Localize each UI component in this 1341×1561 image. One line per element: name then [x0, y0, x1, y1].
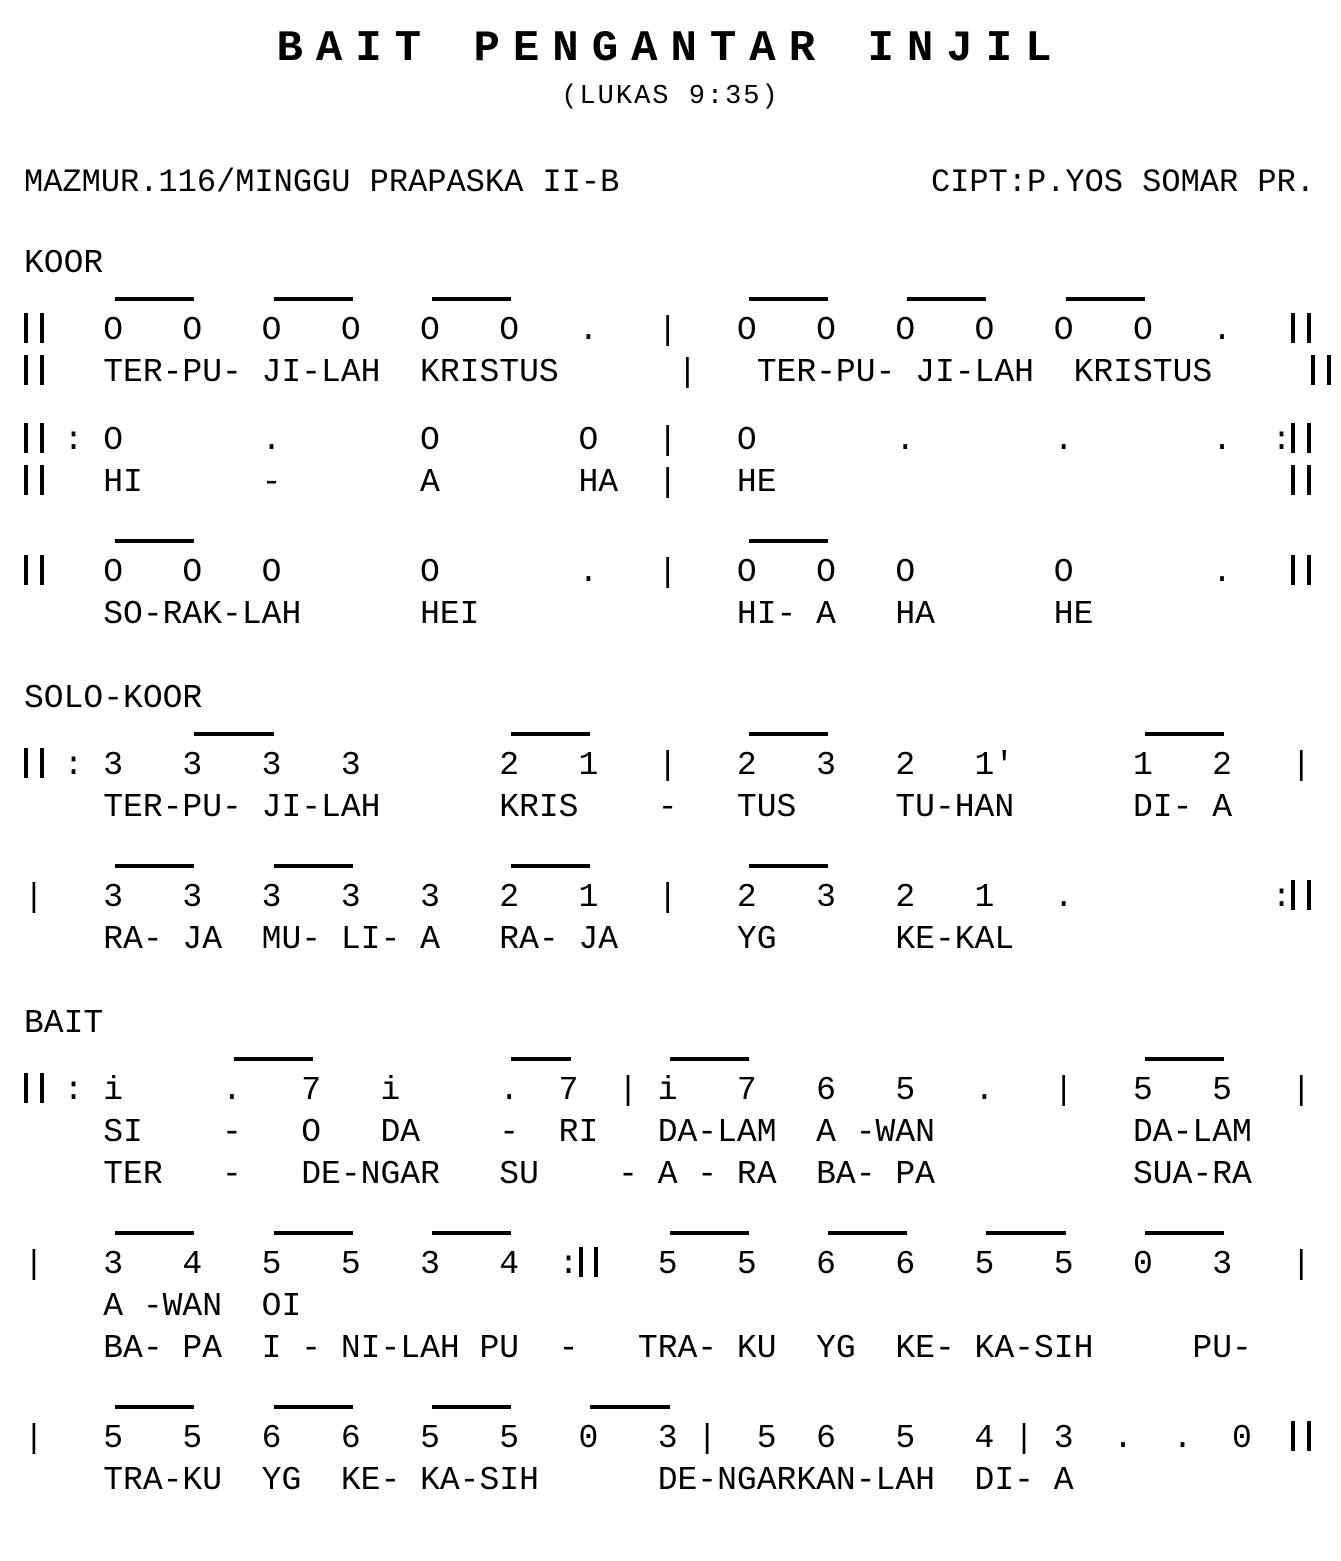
lyrics-row: TER-PU- JI-LAH KRISTUS | TER-PU- JI-LAH KRISTUS [24, 352, 1341, 394]
beam-overline [511, 1057, 570, 1061]
music-system [24, 723, 1341, 829]
beam-overline [274, 1231, 353, 1235]
double-barline [24, 313, 44, 343]
music-system [24, 1048, 1341, 1196]
music [24, 245, 1341, 1502]
beam-overline [115, 539, 194, 543]
beam-overline [1145, 732, 1224, 736]
beam-overline [749, 297, 828, 301]
double-barline [1291, 423, 1311, 453]
lyrics-row: SI - O DA - RI DA-LAM A -WAN DA-LAM [24, 1114, 1252, 1151]
double-barline [24, 355, 44, 385]
lyrics-row: SO-RAK-LAH HEI HI- A HA HE [24, 596, 1094, 633]
lyrics-row: TER - DE-NGAR SU - A - RA BA- PA SUA-RA [24, 1156, 1252, 1193]
beam-overline [1145, 1231, 1224, 1235]
music-system [24, 420, 1341, 504]
beam-overline [749, 732, 828, 736]
lyrics-row: TRA-KU YG KE- KA-SIH DE-NGARKAN-LAH DI- A [24, 1462, 1074, 1499]
beam-overline [234, 1057, 313, 1061]
beam-overline [194, 732, 273, 736]
beam-overline [432, 1231, 511, 1235]
double-barline [579, 1247, 599, 1277]
composer-credit: CIPT:P.YOS SOMAR PR. [930, 164, 1315, 201]
music-system [24, 1396, 1341, 1502]
music-system [24, 530, 1341, 636]
beam-overline [115, 864, 194, 868]
notes-row: : 3 3 3 3 2 1 | 2 3 2 1' 1 2 | [24, 745, 1341, 787]
beam-overline [115, 297, 194, 301]
music-system [24, 855, 1341, 961]
page-subtitle: (LUKAS 9:35) [561, 82, 780, 112]
beam-overline [1066, 297, 1145, 301]
beam-overline [274, 1405, 353, 1409]
double-barline [24, 1073, 44, 1103]
beam-overline [749, 539, 828, 543]
beam-overline [274, 864, 353, 868]
double-barline [1311, 355, 1331, 385]
double-barline [24, 748, 44, 778]
notes-row: | 3 3 3 3 3 2 1 | 2 3 2 1 . : [24, 877, 1341, 919]
section-bait [24, 1005, 1341, 1502]
section-koor [24, 245, 1341, 636]
music-system [24, 288, 1341, 394]
beam-overline [1145, 1057, 1224, 1061]
beam-overline [511, 732, 590, 736]
beam-overline [115, 1405, 194, 1409]
beam-overline [274, 297, 353, 301]
beam-overline [986, 1231, 1065, 1235]
lyrics-row: A -WAN OI [24, 1288, 302, 1325]
beam-overline [670, 1231, 749, 1235]
beam-overline [432, 1405, 511, 1409]
lyrics-row: TER-PU- JI-LAH KRIS - TUS TU-HAN DI- A [24, 789, 1232, 826]
beam-overline [511, 864, 590, 868]
section-label: BAIT [24, 1005, 104, 1042]
lyrics-row: BA- PA I - NI-LAH PU - TRA- KU YG KE- KA-SIH PU- [24, 1330, 1252, 1367]
double-barline [24, 465, 44, 495]
double-barline [1291, 1421, 1311, 1451]
double-barline [1291, 465, 1311, 495]
section-solo-koor [24, 680, 1341, 961]
double-barline [1291, 880, 1311, 910]
beam-overline [590, 1405, 669, 1409]
notes-row: : i . 7 i . 7 | i 7 6 5 . | 5 5 | [24, 1070, 1341, 1112]
section-label: KOOR [24, 245, 104, 282]
beam-overline [432, 297, 511, 301]
beam-overline [115, 1231, 194, 1235]
beam-overline [907, 297, 986, 301]
notes-row: O O O O O O . | O O O O O O . [24, 310, 1341, 352]
lyrics-row: HI - A HA | HE [24, 462, 1341, 504]
notes-row: | 5 5 6 6 5 5 0 3 | 5 6 5 4 | 3 . . 0 [24, 1418, 1341, 1460]
music-system [24, 1222, 1341, 1370]
notes-row: | 3 4 5 5 3 4 : 5 5 6 6 5 5 0 3 | [24, 1246, 1312, 1283]
double-barline [1291, 555, 1311, 585]
double-barline [24, 555, 44, 585]
double-barline [1291, 313, 1311, 343]
notes-row: : O . O O | O . . . : [24, 420, 1341, 462]
beam-overline [670, 1057, 749, 1061]
notes-row: O O O O . | O O O O . [24, 552, 1341, 594]
beam-overline [749, 864, 828, 868]
beam-overline [828, 1231, 907, 1235]
header-row [24, 164, 1315, 201]
page-title: BAIT PENGANTAR INJIL [276, 24, 1065, 74]
section-label: SOLO-KOOR [24, 680, 203, 717]
lyrics-row: RA- JA MU- LI- A RA- JA YG KE-KAL [24, 921, 1015, 958]
psalm-reference: MAZMUR.116/MINGGU PRAPASKA II-B [24, 164, 620, 201]
double-barline [24, 423, 44, 453]
